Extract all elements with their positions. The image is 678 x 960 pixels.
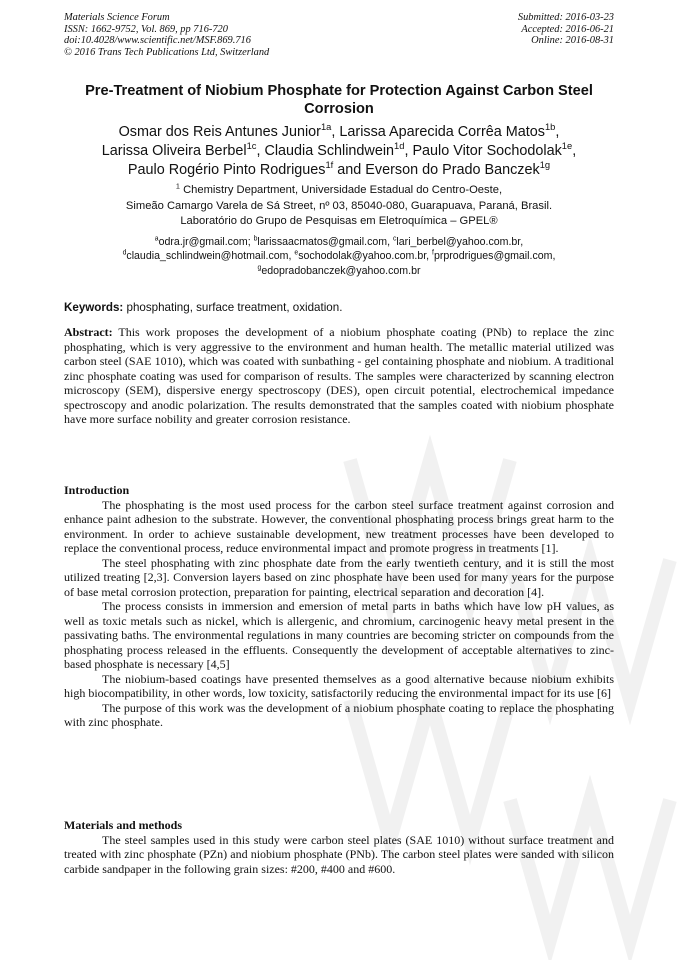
- author-sup: 1e: [561, 141, 573, 152]
- dates-header: [518, 12, 614, 47]
- doi-line: doi:10.4028/www.scientific.net/MSF.869.716: [64, 35, 251, 47]
- journal-name: Materials Science Forum: [64, 12, 170, 23]
- email-address[interactable]: lari_berbel@yahoo.com.br,: [396, 236, 524, 248]
- author-sup: 1b: [544, 122, 556, 133]
- affiliation: [64, 183, 614, 230]
- affiliation-sup: 1: [175, 181, 180, 191]
- email-address[interactable]: prprodrigues@gmail.com,: [433, 250, 556, 263]
- email-address[interactable]: odra.jr@gmail.com: [158, 236, 248, 248]
- author-sup: 1c: [246, 141, 257, 152]
- affiliation-line: Laboratório do Grupo de Pesquisas em Eletroquímica – GPEL®: [180, 215, 498, 227]
- author-list: Osmar dos Reis Antunes Junior$^{1a}$, Larissa Aparecida Corrêa Matos$^{1b}$, Larissa Oliveira Berbel$^{1c}$, Claudia Schlindwein$^{1d}$, Paulo Vitor Sochodolak$^{1e}$, Paulo Rogério Pinto Rodrigues$^{1f}$ and Everson do Prado Banczek$^{1g}$: [101, 122, 577, 178]
- author-sup: 1g: [539, 160, 551, 171]
- email-address[interactable]: claudia_schlindwein@hotmail.com: [126, 250, 289, 263]
- issn-line: ISSN: 1662-9752, Vol. 869, pp 716-720: [64, 23, 228, 35]
- methods-section: [64, 818, 614, 876]
- abstract-text: This work proposes the development of a niobium phosphate coating (PNb) to replace the zinc phosphating, which is very aggressive to the environment and human health. The metallic material utilized was carbon steel (SAE 1010), which was coated with sunbathing - gel containing phosphate and niobium. A traditional zinc phosphate coating was used for comparison of results. The samples were characterized by scanning electron microscopy (SEM), dispersive energy spectroscopy (DES), open circuit potential, electrochemical impedance spectroscopy and anodic polarization. The results demonstrated that the samples coated with niobium phosphate have more surface nobility and greater corrosion resistance.: [64, 325, 614, 426]
- accepted-date: Accepted: 2016-06-21: [521, 23, 614, 35]
- paragraph: The process consists in immersion and emersion of metal parts in baths which have low pH values, as well as toxic metals such as nickel, which is allergenic, and chromium, carcinogenic heavy metal present in the passivating baths. The environmental regulations in many countries are becoming stricter on compounds from the phosphating process released in the effluents. Consequently the development of acceptable alternatives to zinc-based phosphate is necessary [4,5]: [64, 599, 614, 671]
- author-sup: 1a: [320, 122, 332, 133]
- paper-title: Pre-Treatment of Niobium Phosphate for Protection Against Carbon Steel Corrosion: [85, 83, 593, 117]
- email-address[interactable]: sochodolak@yahoo.com.br: [298, 250, 427, 263]
- author-name: Claudia Schlindwein: [264, 143, 395, 159]
- abstract-label: Abstract:: [64, 325, 113, 339]
- section-heading: Introduction: [64, 483, 130, 497]
- author-sup: 1f: [325, 160, 334, 171]
- paragraph: The phosphating is the most used process for the carbon steel surface treatment against corrosion and enhance paint adhesion to the substrate. However, the conventional phosphating process brings great harm to the environment. In order to achieve sustainable development, new treatment processes have been developed to replace the conventional process, reduce environmental impact and promote progress in treatments [1].: [64, 497, 614, 555]
- author-name: Paulo Rogério Pinto Rodrigues: [127, 162, 326, 178]
- affiliation-line: Chemistry Department, Universidade Estadual do Centro-Oeste,: [183, 184, 503, 196]
- abstract: [64, 325, 614, 427]
- affiliation-line: Simeão Camargo Varela de Sá Street, nº 03, 85040-080, Guarapuava, Paraná, Brasil.: [125, 199, 553, 212]
- submitted-date: Submitted: 2016-03-23: [517, 12, 614, 23]
- section-heading: Materials and methods: [64, 818, 182, 832]
- paragraph: The niobium-based coatings have presented themselves as a good alternative because niobium exhibits high biocompatibility, in other words, low toxicity, satisfactorily reducing the environmental impact for its use [6]: [64, 671, 614, 700]
- keywords-text: phosphating, surface treatment, oxidation.: [126, 301, 343, 314]
- paragraph: The steel samples used in this study were carbon steel plates (SAE 1010) without surface treatment and treated with zinc phosphate (PZn) and niobium phosphate (PNb). The carbon steel plates were sanded with silicon carbide sandpaper in the following grain sizes: #200, #400 and #600.: [64, 832, 614, 876]
- paragraph: The steel phosphating with zinc phosphate date from the early twentieth century, and it is still the most utilized treating [2,3]. Conversion layers based on zinc phosphate have been used for many years for the purpose of base metal corrosion protection, preparation for painting, electrical separation and decoration [4].: [64, 555, 614, 599]
- copyright-line: © 2016 Trans Tech Publications Ltd, Switzerland: [64, 46, 270, 58]
- author-name: Paulo Vitor Sochodolak: [412, 143, 562, 159]
- author-name: Larissa Aparecida Corrêa Matos: [339, 124, 545, 140]
- journal-header: [64, 12, 269, 58]
- author-name: Everson do Prado Banczek: [365, 162, 540, 178]
- author-name: Larissa Oliveira Berbel: [101, 143, 247, 159]
- paragraph: The purpose of this work was the development of a niobium phosphate coating to replace the phosphating with zinc phosphate.: [64, 700, 614, 729]
- author-sup: 1d: [394, 141, 405, 152]
- keywords-label: Keywords:: [64, 301, 124, 314]
- author-name: Osmar dos Reis Antunes Junior: [118, 124, 321, 140]
- email-address[interactable]: edopradobanczek@yahoo.com.br: [261, 264, 421, 277]
- online-date: Online: 2016-08-31: [531, 35, 614, 47]
- email-list: $^a$odra.jr@gmail.com; $^b$larissaacmatos@gmail.com, $^c$lari_berbel@yahoo.com.br, $^d$claudia_schlindwein@hotmail.com, $^e$sochodolak@yahoo.com.br, $^f$prprodrigues@gmail.com, $^g$edopradobanczek@yahoo.com.br: [122, 235, 556, 277]
- email-address[interactable]: larissaacmatos@gmail.com: [257, 236, 388, 248]
- introduction-section: [64, 483, 614, 730]
- keywords: [64, 301, 624, 315]
